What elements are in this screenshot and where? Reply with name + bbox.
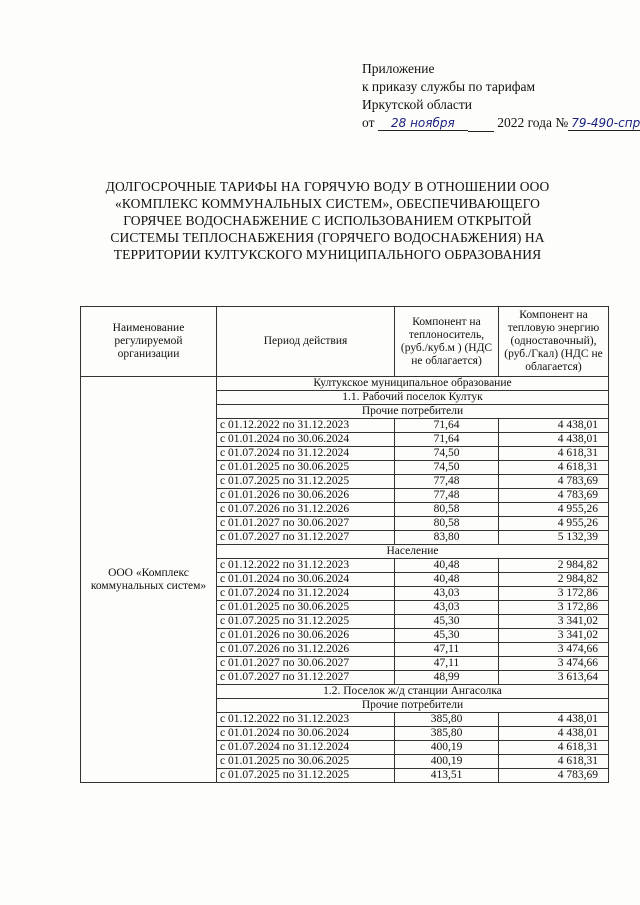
component-2-cell: 4 438,01 [499,419,609,433]
component-1-cell: 400,19 [395,741,499,755]
component-1-cell: 74,50 [395,461,499,475]
component-2-cell: 4 783,69 [499,769,609,783]
component-2-cell: 5 132,39 [499,531,609,545]
component-1-cell: 83,80 [395,531,499,545]
period-cell: с 01.07.2025 по 31.12.2025 [217,769,395,783]
handwritten-number: 79-490-спр [568,116,640,131]
component-1-cell: 40,48 [395,559,499,573]
component-2-cell: 4 783,69 [499,475,609,489]
component-2-cell: 3 474,66 [499,643,609,657]
component-2-cell: 4 438,01 [499,727,609,741]
component-2-cell: 4 618,31 [499,447,609,461]
component-2-cell: 3 172,86 [499,601,609,615]
component-2-cell: 4 618,31 [499,755,609,769]
component-2-cell: 3 172,86 [499,587,609,601]
component-2-cell: 3 341,02 [499,629,609,643]
component-1-cell: 77,48 [395,489,499,503]
component-1-cell: 43,03 [395,601,499,615]
period-cell: с 01.12.2022 по 31.12.2023 [217,713,395,727]
appendix-block [362,60,640,132]
period-cell: с 01.01.2024 по 30.06.2024 [217,727,395,741]
component-2-cell: 4 618,31 [499,741,609,755]
component-1-cell: 80,58 [395,517,499,531]
settlement-1-row: 1.1. Рабочий поселок Култук [217,391,609,405]
component-1-cell: 47,11 [395,657,499,671]
settlement-2-row: 1.2. Поселок ж/д станции Ангасолка [217,685,609,699]
period-cell: с 01.07.2024 по 31.12.2024 [217,447,395,461]
group-population-row: Население [217,545,609,559]
appendix-line-3: Иркутской области [362,97,473,112]
component-1-cell: 80,58 [395,503,499,517]
period-cell: с 01.01.2027 по 30.06.2027 [217,657,395,671]
appendix-line-1: Приложение [362,61,435,76]
header-period: Период действия [217,307,395,377]
component-2-cell: 3 341,02 [499,615,609,629]
tariff-table [80,306,609,783]
period-cell: с 01.01.2027 по 30.06.2027 [217,517,395,531]
period-cell: с 01.07.2027 по 31.12.2027 [217,671,395,685]
component-1-cell: 48,99 [395,671,499,685]
component-2-cell: 4 438,01 [499,433,609,447]
org-name-cell: ООО «Комплекс коммунальных систем» [81,377,217,783]
component-2-cell: 3 474,66 [499,657,609,671]
component-2-cell: 4 955,26 [499,517,609,531]
from-label: от [362,115,375,130]
period-cell: с 01.07.2024 по 31.12.2024 [217,741,395,755]
component-2-cell: 4 438,01 [499,713,609,727]
component-1-cell: 71,64 [395,433,499,447]
municipality-row: Култукское муниципальное образование [217,377,609,391]
header-component-2: Компонент на тепловую энергию (одноставочный), (руб./Гкал) (НДС не облагается) [499,307,609,377]
component-2-cell: 3 613,64 [499,671,609,685]
component-1-cell: 385,80 [395,713,499,727]
appendix-line-2: к приказу службы по тарифам [362,79,536,94]
period-cell: с 01.07.2025 по 31.12.2025 [217,475,395,489]
appendix-line-4 [362,114,640,132]
component-1-cell: 71,64 [395,419,499,433]
component-1-cell: 40,48 [395,573,499,587]
period-cell: с 01.07.2027 по 31.12.2027 [217,531,395,545]
period-cell: с 01.12.2022 по 31.12.2023 [217,419,395,433]
component-2-cell: 4 618,31 [499,461,609,475]
period-cell: с 01.01.2025 по 30.06.2025 [217,461,395,475]
period-cell: с 01.01.2025 по 30.06.2025 [217,601,395,615]
period-cell: с 01.01.2026 по 30.06.2026 [217,489,395,503]
component-2-cell: 4 783,69 [499,489,609,503]
component-1-cell: 74,50 [395,447,499,461]
period-cell: с 01.07.2025 по 31.12.2025 [217,615,395,629]
period-cell: с 01.07.2024 по 31.12.2024 [217,587,395,601]
component-1-cell: 77,48 [395,475,499,489]
component-1-cell: 413,51 [395,769,499,783]
period-cell: с 01.01.2024 по 30.06.2024 [217,433,395,447]
component-2-cell: 2 984,82 [499,573,609,587]
component-1-cell: 45,30 [395,615,499,629]
handwritten-date: 28 ноября [378,116,468,131]
component-1-cell: 400,19 [395,755,499,769]
component-1-cell: 45,30 [395,629,499,643]
group-other-row: Прочие потребители [217,405,609,419]
component-1-cell: 385,80 [395,727,499,741]
period-cell: с 01.01.2024 по 30.06.2024 [217,573,395,587]
period-cell: с 01.01.2025 по 30.06.2025 [217,755,395,769]
header-component-1: Компонент на теплоноситель, (руб./куб.м ) (НДС не облагается) [395,307,499,377]
period-cell: с 01.07.2026 по 31.12.2026 [217,503,395,517]
period-cell: с 01.07.2026 по 31.12.2026 [217,643,395,657]
component-2-cell: 2 984,82 [499,559,609,573]
header-org: Наименование регулируемой организации [81,307,217,377]
component-2-cell: 4 955,26 [499,503,609,517]
year-label: 2022 года № [497,115,569,130]
component-1-cell: 43,03 [395,587,499,601]
period-cell: с 01.01.2026 по 30.06.2026 [217,629,395,643]
document-title: ДОЛГОСРОЧНЫЕ ТАРИФЫ НА ГОРЯЧУЮ ВОДУ В ОТНОШЕНИИ ООО «КОМПЛЕКС КОММУНАЛЬНЫХ СИСТЕМ», ОБЕСПЕЧИВАЮЩЕГО ГОРЯЧЕЕ ВОДОСНАБЖЕНИЕ С ИСПОЛЬЗОВАНИЕМ ОТКРЫТОЙ СИСТЕМЫ ТЕПЛОСНАБЖЕНИЯ (ГОРЯЧЕГО ВОДОСНАБЖЕНИЯ) НА ТЕРРИТОРИИ КУЛТУКСКОГО МУНИЦИПАЛЬНОГО ОБРАЗОВАНИЯ [105,179,550,262]
group-other-row-2: Прочие потребители [217,699,609,713]
component-1-cell: 47,11 [395,643,499,657]
period-cell: с 01.12.2022 по 31.12.2023 [217,559,395,573]
